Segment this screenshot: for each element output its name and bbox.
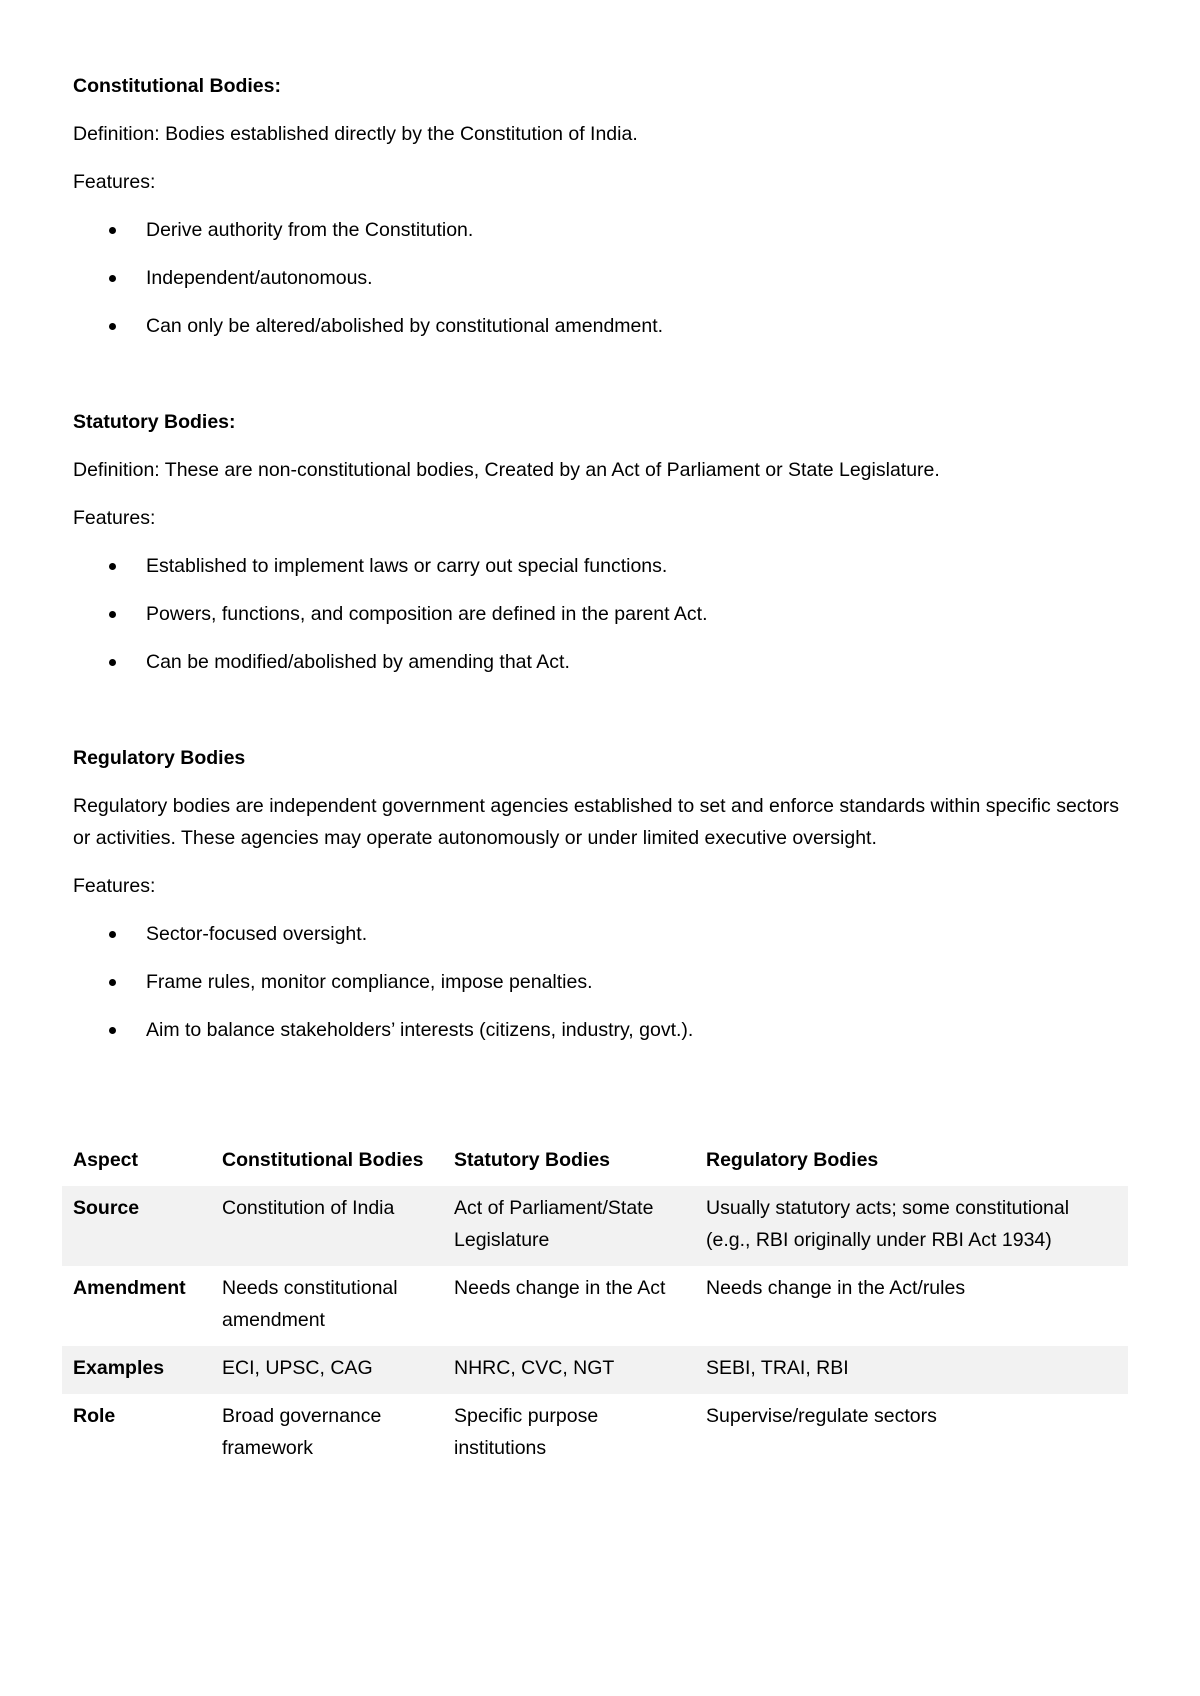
definition-regulatory: Regulatory bodies are independent government agencies established to set and enforce standards within specific sectors or activities. These agencies may operate autonomously or under limited executive oversight. xyxy=(73,795,1120,849)
list-item xyxy=(73,918,1127,950)
column-header-regulatory: Regulatory Bodies xyxy=(706,1149,879,1171)
row-label: Examples xyxy=(62,1346,211,1394)
table-cell: Usually statutory acts; some constitutional (e.g., RBI originally under RBI Act 1934) xyxy=(695,1186,1128,1266)
list-item xyxy=(73,550,1127,582)
features-label-constitutional: Features: xyxy=(73,171,156,193)
list-item-text: Sector-focused oversight. xyxy=(146,923,368,945)
feature-list-statutory xyxy=(73,550,1127,678)
table-cell: Constitution of India xyxy=(211,1186,443,1266)
table-cell: Needs constitutional amendment xyxy=(222,1277,398,1331)
definition-constitutional: Definition: Bodies established directly by the Constitution of India. xyxy=(73,123,638,145)
table-row xyxy=(62,1394,1128,1474)
section-heading-regulatory: Regulatory Bodies xyxy=(73,747,246,769)
comparison-table xyxy=(62,1138,1128,1474)
document-page xyxy=(73,70,1127,1062)
column-header-statutory: Statutory Bodies xyxy=(454,1149,611,1171)
table-header-row xyxy=(62,1138,1128,1186)
table-cell: Needs change in the Act xyxy=(454,1277,666,1299)
table-cell: Supervise/regulate sectors xyxy=(706,1405,937,1427)
bullet-icon xyxy=(109,563,116,570)
list-item xyxy=(73,598,1127,630)
list-item-text: Aim to balance stakeholders’ interests (citizens, industry, govt.). xyxy=(146,1019,694,1041)
column-header-aspect: Aspect xyxy=(73,1149,139,1171)
list-item-text: Independent/autonomous. xyxy=(146,267,373,289)
table-row xyxy=(62,1186,1128,1266)
list-item-text: Derive authority from the Constitution. xyxy=(146,219,474,241)
bullet-icon xyxy=(109,275,116,282)
section-heading-statutory: Statutory Bodies: xyxy=(73,411,236,433)
features-label-regulatory: Features: xyxy=(73,875,156,897)
row-label: Amendment xyxy=(73,1277,186,1299)
list-item-text: Can be modified/abolished by amending that Act. xyxy=(146,651,570,673)
table-row xyxy=(62,1346,1128,1394)
bullet-icon xyxy=(109,227,116,234)
list-item-text: Powers, functions, and composition are defined in the parent Act. xyxy=(146,603,708,625)
list-item-text: Frame rules, monitor compliance, impose penalties. xyxy=(146,971,593,993)
table-cell: Broad governance framework xyxy=(222,1405,382,1459)
list-item xyxy=(73,966,1127,998)
bullet-icon xyxy=(109,659,116,666)
bullet-icon xyxy=(109,1027,116,1034)
features-label-statutory: Features: xyxy=(73,507,156,529)
list-item xyxy=(73,646,1127,678)
list-item-text: Established to implement laws or carry out special functions. xyxy=(146,555,668,577)
row-label: Source xyxy=(62,1186,211,1266)
section-heading-constitutional: Constitutional Bodies: xyxy=(73,75,281,97)
list-item xyxy=(73,262,1127,294)
table-cell: Act of Parliament/State Legislature xyxy=(443,1186,695,1266)
bullet-icon xyxy=(109,931,116,938)
bullet-icon xyxy=(109,611,116,618)
feature-list-regulatory xyxy=(73,918,1127,1046)
table-cell: ECI, UPSC, CAG xyxy=(211,1346,443,1394)
table-cell: Specific purpose institutions xyxy=(454,1405,599,1459)
column-header-constitutional: Constitutional Bodies xyxy=(222,1149,424,1171)
table-cell: SEBI, TRAI, RBI xyxy=(695,1346,1128,1394)
list-item xyxy=(73,310,1127,342)
table-row xyxy=(62,1266,1128,1346)
bullet-icon xyxy=(109,323,116,330)
list-item xyxy=(73,214,1127,246)
feature-list-constitutional xyxy=(73,214,1127,342)
definition-statutory: Definition: These are non-constitutional bodies, Created by an Act of Parliament or State Legislature. xyxy=(73,459,940,481)
bullet-icon xyxy=(109,979,116,986)
list-item xyxy=(73,1014,1127,1046)
row-label: Role xyxy=(73,1405,116,1427)
table-cell: NHRC, CVC, NGT xyxy=(443,1346,695,1394)
list-item-text: Can only be altered/abolished by constitutional amendment. xyxy=(146,315,664,337)
table-cell: Needs change in the Act/rules xyxy=(706,1277,966,1299)
